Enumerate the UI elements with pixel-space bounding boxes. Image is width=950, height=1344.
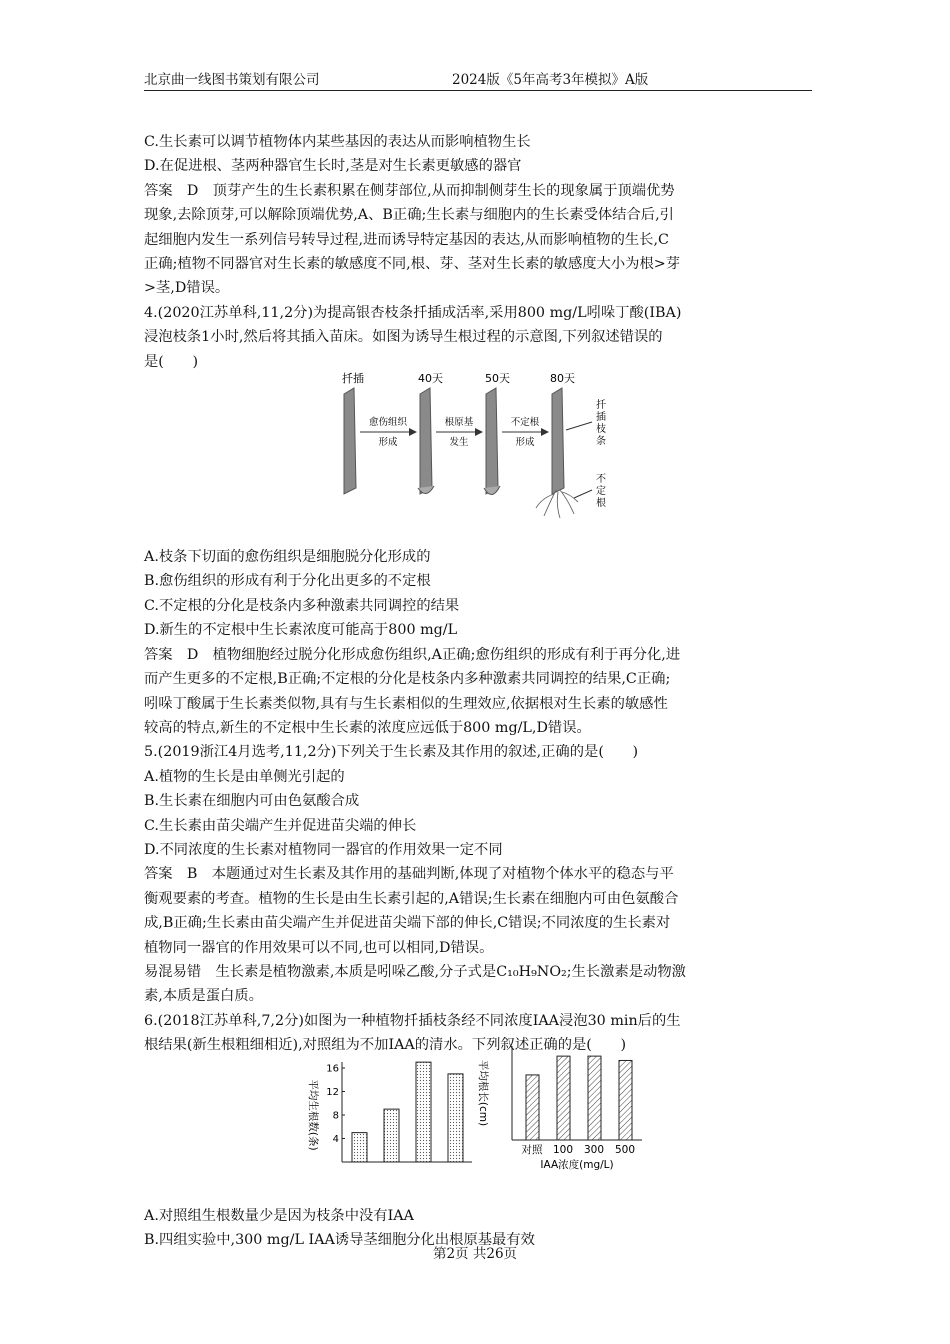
- root-count-chart: [307, 1062, 472, 1162]
- answer-line: 答案 D 植物细胞经过脱分化形成愈伤组织,A正确;愈伤组织的形成有利于再分化,进: [144, 646, 681, 663]
- x-axis-label: IAA浓度(mg/L): [540, 1159, 614, 1171]
- bar: [588, 1056, 601, 1140]
- arrow-label: 形成: [378, 437, 398, 448]
- y-tick-label: 4: [332, 1134, 339, 1145]
- question-5-line: 5.(2019浙江4月选考,11,2分)下列关于生长素及其作用的叙述,正确的是( ): [144, 744, 639, 761]
- x-tick-label: 300: [583, 1144, 605, 1156]
- text-line: [144, 325, 812, 349]
- option-line: C.不定根的分化是枝条内多种激素共同调控的结果: [144, 597, 460, 614]
- bar: [416, 1062, 431, 1162]
- side-label: 条: [596, 436, 606, 447]
- side-label: 定: [596, 486, 606, 497]
- cutting-stem: [344, 388, 356, 494]
- cutting-stem: [486, 388, 498, 494]
- text-line: 较高的特点,新生的不定根中生长素的浓度应远低于800 mg/L,D错误。: [144, 719, 591, 736]
- bar: [557, 1056, 570, 1140]
- text-line: D.在促进根、茎两种器官生长时,茎是对生长素更敏感的器官: [144, 158, 522, 175]
- cutting-stem: [552, 388, 564, 494]
- x-tick-label: 100: [552, 1144, 574, 1156]
- root-length-chart: [477, 1046, 642, 1171]
- text-line: 正确;植物不同器官对生长素的敏感度不同,根、芽、茎对生长素的敏感度大小为根>芽: [144, 256, 681, 273]
- y-axis-label: 平均生根数(条): [307, 1079, 319, 1151]
- header-publisher: 北京曲一线图书策划有限公司: [144, 72, 320, 88]
- option-line: D.新生的不定根中生长素浓度可能高于800 mg/L: [144, 622, 458, 639]
- option-line: A.对照组生根数量少是因为枝条中没有IAA: [144, 1207, 414, 1224]
- option-line: C.生长素由苗尖端产生并促进苗尖端的伸长: [144, 817, 417, 834]
- question-4-line: 4.(2020江苏单科,11,2分)为提高银杏枝条扦插成活率,采用800 mg/L吲哚丁酸(IBA): [144, 304, 682, 321]
- text-line: 现象,去除顶芽,可以解除顶端优势,A、B正确;生长素与细胞内的生长素受体结合后,引: [144, 207, 674, 224]
- answer-line: 答案 B 本题通过对生长素及其作用的基础判断,体现了对植物个体水平的稳态与平: [144, 866, 674, 883]
- text-line: 成,B正确;生长素由苗尖端产生并促进苗尖端下部的伸长,C错误;不同浓度的生长素对: [144, 915, 671, 932]
- rooting-process-diagram: [330, 370, 620, 520]
- arrow-label: 根原基: [444, 417, 474, 428]
- tip-line: 易混易错 生长素是植物激素,本质是吲哚乙酸,分子式是C₁₀H₉NO₂;生长激素是动物激: [144, 963, 686, 980]
- bar: [619, 1060, 632, 1140]
- text-line: 是( ): [144, 353, 199, 370]
- text-line: 吲哚丁酸属于生长素类似物,具有与生长素相似的生理效应,依据根对生长素的敏感性: [144, 695, 668, 712]
- x-tick-label: 对照: [521, 1144, 543, 1156]
- x-tick-label: 500: [614, 1144, 636, 1156]
- page-footer: 第2页 共26页: [432, 1246, 518, 1262]
- option-line: B.四组实验中,300 mg/L IAA诱导茎细胞分化出根原基最有效: [144, 1232, 535, 1248]
- adventitious-roots: [536, 490, 578, 518]
- option-line: A.枝条下切面的愈伤组织是细胞脱分化形成的: [144, 549, 431, 566]
- side-label: 不: [596, 474, 606, 485]
- option-line: A.植物的生长是由单侧光引起的: [144, 768, 345, 785]
- arrow-label: 形成: [515, 437, 535, 448]
- iaa-bar-charts: [290, 1040, 670, 1175]
- side-label: 根: [596, 498, 606, 509]
- side-label: 插: [596, 412, 606, 423]
- side-label: 扦: [596, 400, 606, 411]
- side-label: 枝: [596, 424, 606, 435]
- stage-label: 扦插: [342, 372, 364, 385]
- text-line: 根结果(新生根粗细相近),对照组为不加IAA的清水。下列叙述正确的是( ): [144, 1037, 627, 1054]
- arrow-label: 愈伤组织: [368, 417, 408, 428]
- y-tick-label: 16: [326, 1063, 339, 1075]
- pointer-line: [566, 422, 592, 430]
- text-line: >茎,D错误。: [144, 280, 230, 297]
- y-tick-label: 12: [326, 1087, 339, 1098]
- text-line: 而产生更多的不定根,B正确;不定根的分化是枝条内多种激素共同调控的结果,C正确;: [144, 671, 671, 688]
- answer-line: 答案 D 顶芽产生的生长素积累在侧芽部位,从而抑制侧芽生长的现象属于顶端优势: [144, 182, 675, 199]
- option-line: B.生长素在细胞内可由色氨酸合成: [144, 793, 360, 810]
- y-axis-label: 平均根长(cm): [477, 1059, 489, 1127]
- header-book-title: 2024版《5年高考3年模拟》A版: [452, 72, 649, 88]
- text-line: C.生长素可以调节植物体内某些基因的表达从而影响植物生长: [144, 134, 531, 150]
- option-line: B.愈伤组织的形成有利于分化出更多的不定根: [144, 573, 431, 590]
- option-line: D.不同浓度的生长素对植物同一器官的作用效果一定不同: [144, 841, 503, 858]
- stage-label: 40天: [418, 372, 443, 385]
- text-line: 植物同一器官的作用效果可以不同,也可以相同,D错误。: [144, 939, 494, 956]
- page-header: [144, 64, 812, 91]
- bar: [384, 1109, 399, 1162]
- stage-label: 80天: [550, 372, 575, 385]
- text-line: 素,本质是蛋白质。: [144, 988, 263, 1005]
- arrow-label: 不定根: [510, 417, 540, 428]
- text-line: 起细胞内发生一系列信号转导过程,进而诱导特定基因的表达,从而影响植物的生长,C: [144, 231, 669, 248]
- bar: [448, 1074, 463, 1162]
- cutting-stem: [420, 388, 432, 494]
- stage-label: 50天: [485, 372, 510, 385]
- q4-text-a: 浸泡枝条1小时,然后将其插入苗床。如图为诱导生根过程的示意图,下列叙述错误的: [144, 329, 663, 346]
- y-tick-label: 8: [332, 1110, 339, 1122]
- text-line: 衡观要素的考查。植物的生长是由生长素引起的,A错误;生长素在细胞内可由色氨酸合: [144, 890, 679, 907]
- bar: [526, 1075, 539, 1140]
- pointer-line: [574, 490, 592, 498]
- arrow-label: 发生: [449, 437, 469, 448]
- bar: [352, 1133, 367, 1162]
- question-6-line: 6.(2018江苏单科,7,2分)如图为一种植物扦插枝条经不同浓度IAA浸泡30 min后的生: [144, 1012, 681, 1029]
